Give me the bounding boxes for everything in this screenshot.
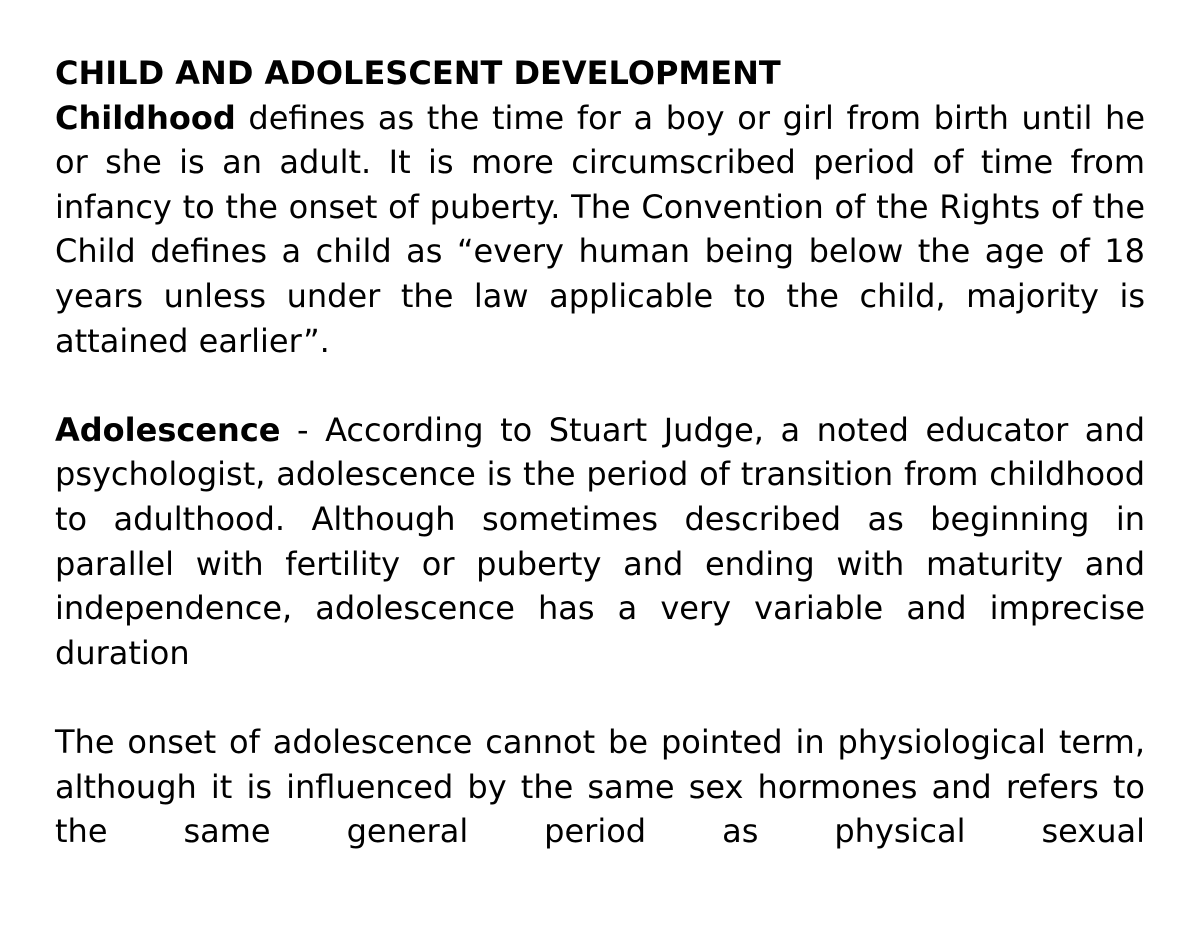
paragraph-adolescence <box>55 408 1145 676</box>
paragraph-adolescence-text: - According to Stuart Judge, a noted educator and psychologist, adolescence is the period of transition from childhood to adulthood. Although sometimes described as beginning in parallel with fertility or puberty and ending with maturity and independence, adolescence has a very variable and imprecise duration <box>55 410 1145 672</box>
term-adolescence: Adolescence <box>55 410 281 449</box>
term-childhood: Childhood <box>55 98 236 137</box>
document-page <box>55 51 1145 854</box>
paragraph-childhood <box>55 96 1145 364</box>
paragraph-childhood-text: defines as the time for a boy or girl from birth until he or she is an adult. It is more circumscribed period of time from infancy to the onset of puberty. The Convention of the Rights of the Child defines a child as “every human being below the age of 18 years unless under the law applicable to the child, majority is attained earlier”. <box>55 98 1145 360</box>
document-title: CHILD AND ADOLESCENT DEVELOPMENT <box>55 54 781 92</box>
paragraph-onset: The onset of adolescence cannot be pointed in physiological term, although it is influenced by the same sex hormones and refers to the same general period as physical sexual <box>55 722 1145 851</box>
